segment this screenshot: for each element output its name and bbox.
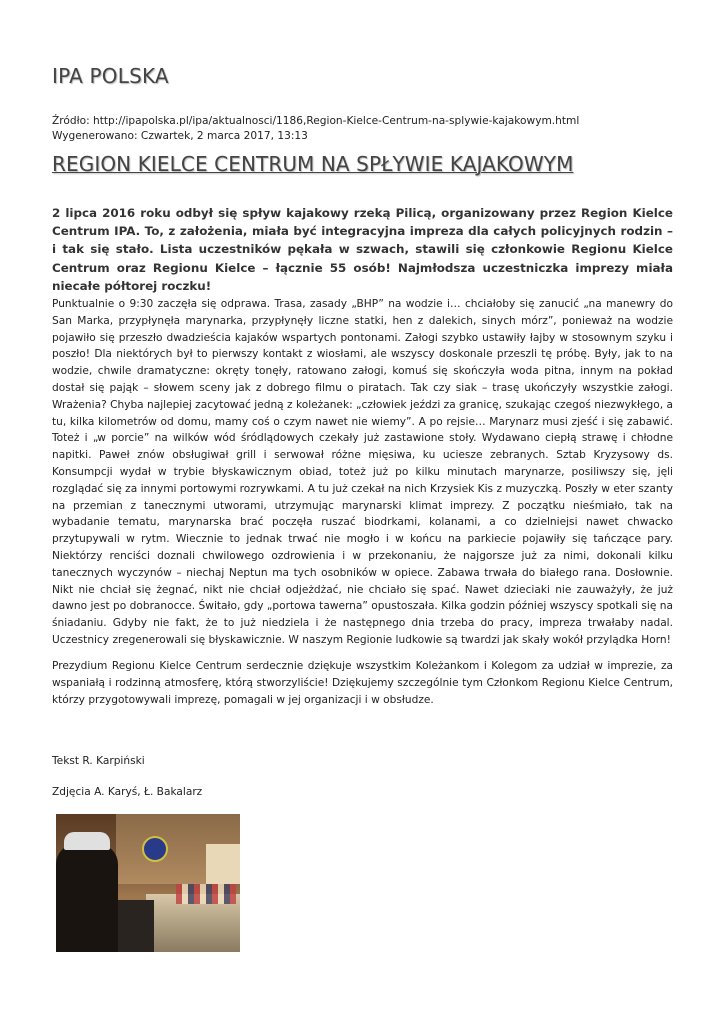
meta-block bbox=[52, 114, 579, 143]
event-photo bbox=[56, 814, 240, 952]
article-title: REGION KIELCE CENTRUM NA SPŁYWIE KAJAKOWYM bbox=[52, 152, 574, 176]
article-thanks: Prezydium Regionu Kielce Centrum serdecznie dziękuje wszystkim Koleżankom i Kolegom za udział w imprezie, za wspaniałą i rodzinną atmosferę, którą stworzyliście! Dziękujemy szczególnie tym Członkom Regionu Kielce Centrum, którzy przygotowywali imprezę, pomagali w jej organizacji i w obsłudze. bbox=[52, 660, 673, 706]
ipa-logo-icon bbox=[142, 836, 168, 862]
generated-line: Wygenerowano: Czwartek, 2 marca 2017, 13:13 bbox=[52, 129, 308, 142]
article-lead: 2 lipca 2016 roku odbył się spływ kajakowy rzeką Pilicą, organizowany przez Region Kielce Centrum IPA. To, z założenia, miała być integracyjna impreza dla całych policyjnych rodzin – i tak się stało. Lista uczestników pękała w szwach, stawili się członkowie Regionu Kielce Centrum oraz Regionu Kielce – łącznie 55 osób! Najmłodsza uczestniczka imprezy miała niecałe półtorej roczku! bbox=[52, 206, 673, 293]
photo-credit: Zdjęcia A. Karyś, Ł. Bakalarz bbox=[52, 786, 203, 798]
text-credit: Tekst R. Karpiński bbox=[52, 755, 145, 767]
source-line: Źródło: http://ipapolska.pl/ipa/aktualnosci/1186,Region-Kielce-Centrum-na-splywie-kajakowym.html bbox=[52, 115, 580, 127]
site-title: IPA POLSKA bbox=[52, 64, 169, 88]
article-body: Punktualnie o 9:30 zaczęła się odprawa. Trasa, zasady „BHP” na wodzie i… chciałoby się zanucić „na manewry do San Marka, przypłynęła marynarka, przypłynęły liczne statki, hen z dalekich, sinych mórz”, ponieważ na wodzie pojawiło się przeszło dwadzieścia kajaków wspartych pontonami. Załogi szybko ustawiły łajby w stosownym szyku i poszło! Dla niektórych był to pierwszy kontakt z wiosłami, ale wszyscy doskonale przeszli tę próbę. Były, jak to na wodzie, chwile dramatyczne: okręty tonęły, ratowano załogi, komuś się skończyła woda pitna, innym na pokład dostał się pająk – słowem sceny jak z dobrego filmu o piratach. Tak czy siak – trasę ukończyły wszystkie załogi. Wrażenia? Chyba najlepiej zacytować jedną z koleżanek: „człowiek jeździ za granicę, szukając czegoś niezwykłego, a tu, kilka kilometrów od domu, mamy coś o czym nawet nie wiemy”. A po rejsie… Marynarz musi zjeść i się zabawić. Toteż i „w porcie” na wilków wód śródlądowych czekały już zastawione stoły. Wydawano ciepłą strawę i chłodne napitki. Paweł znów obsługiwał grill i serwował różne mięsiwa, ku uciesze zebranych. Sztab Kryzysowy ds. Konsumpcji wydał w trybie błyskawicznym obiad, toteż już po kilku minutach marynarze, posiliwszy się, jęli rozglądać się za innymi portowymi rozrywkami. A tu już czekał na nich Krzysiek Kis z muzyczką. Poszły w eter szanty na przemian z tanecznymi utworami, utrzymując marynarski klimat imprezy. Z początku nieśmiało, tak na wybadanie tematu, marynarska brać poczęła ruszać biodrkami, kolanami, a co dzielniejsi nawet chwacko przytupywali w rytm. Wiecznie to jednak trwać nie mogło i w końcu na parkiecie pojawiły się tańczące pary. Niektórzy renciści doznali chwilowego ozdrowienia i w przekonaniu, że najgorsze już za nimi, dokonali kilku tanecznych wyczynów – niechaj Neptun ma tych osobników w opiece. Zabawa trwała do białego rana. Dosłownie. Nikt nie chciał się żegnać, nikt nie chciał odjeżdżać, nie chciało się spać. Nawet dzieciaki nie zauważyły, że już dawno jest po dobranocce. Świtało, gdy „portowa tawerna” opustoszała. Kilka godzin później wszyscy spotkali się na śniadaniu. Gdyby nie fakt, że to już niedziela i że następnego dnia trzeba do pracy, impreza trwałaby nadal. Uczestnicy zregenerowali się błyskawicznie. W naszym Regionie ludkowie są twardzi jak skały wokół przylądka Horn! bbox=[52, 298, 673, 646]
